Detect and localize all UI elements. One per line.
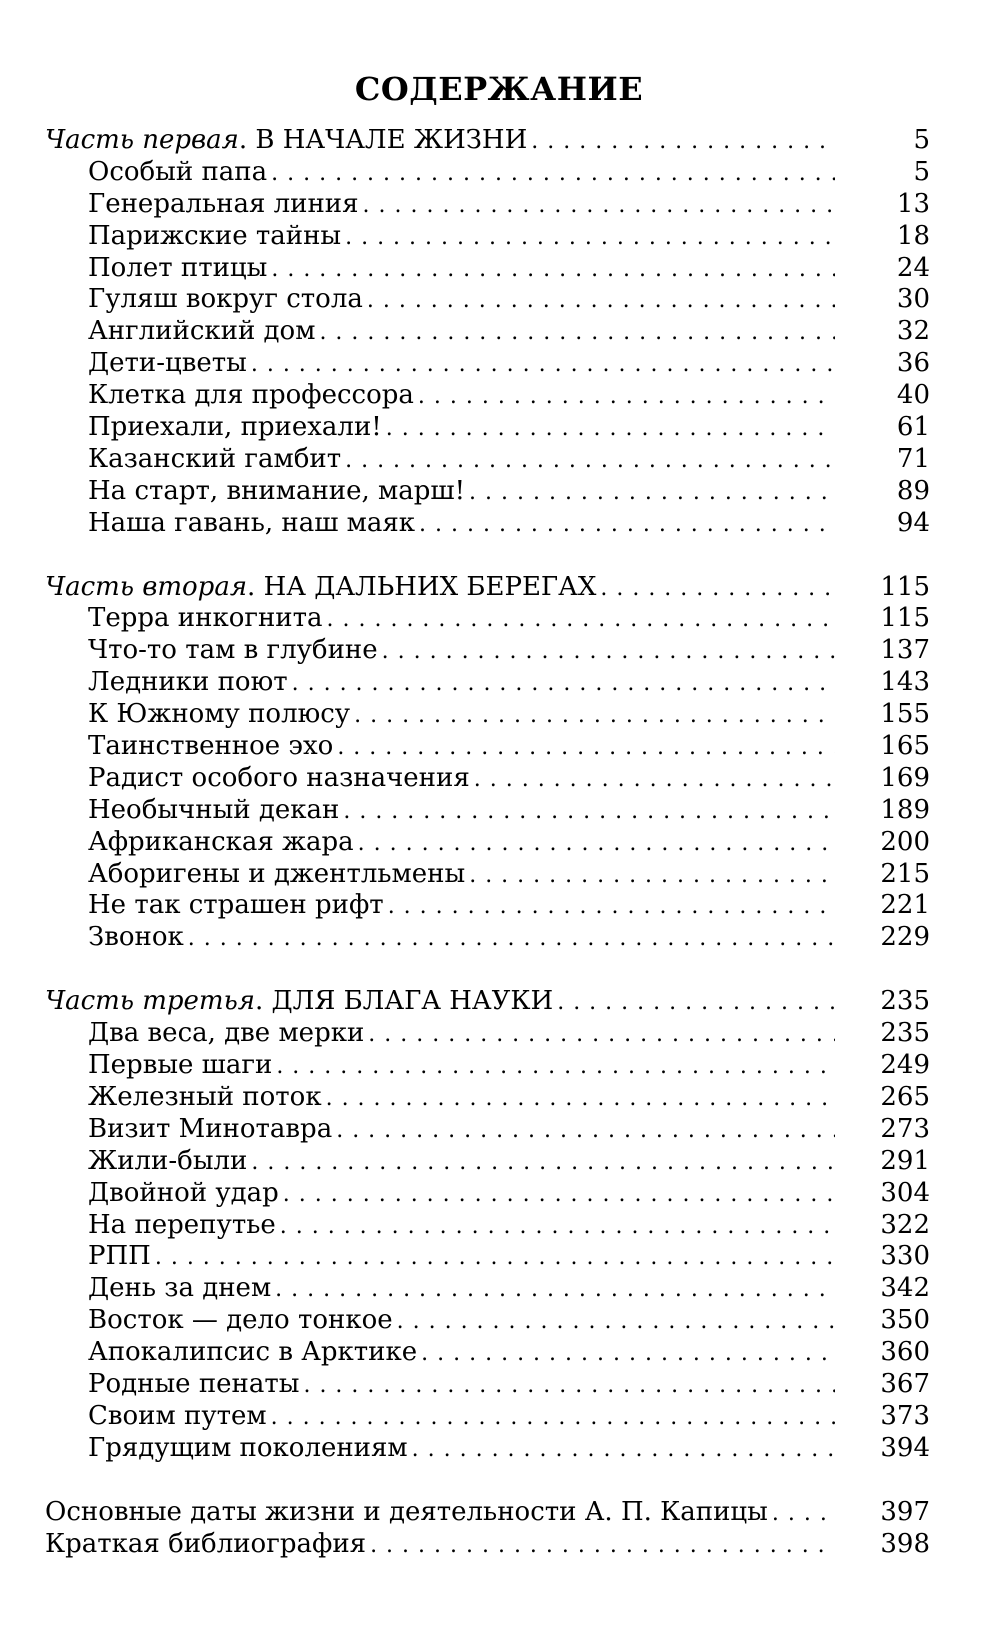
toc-entry-title (88, 476, 469, 508)
toc-entry-title (88, 189, 363, 221)
toc-entry-row (45, 1497, 835, 1529)
dot-leader (336, 1114, 835, 1146)
chapter-title: Жили-были (88, 1145, 248, 1176)
chapter-title: К Южному полюсу (88, 699, 351, 730)
toc-entry-row (88, 1050, 835, 1082)
chapter-title: Родные пенаты (88, 1368, 300, 1399)
toc-page-number: 360 (880, 1337, 930, 1368)
toc-entry-row (88, 1401, 835, 1433)
toc-page-number: 330 (880, 1241, 930, 1272)
toc-entry-title (88, 412, 386, 444)
dot-leader (412, 1433, 835, 1465)
dot-leader (474, 763, 835, 795)
toc-page-number: 143 (880, 667, 930, 698)
toc-page-number: 304 (880, 1177, 930, 1208)
toc-appendix-section (45, 1497, 930, 1561)
part-label: Часть вторая (45, 571, 248, 602)
toc-entry-row (45, 125, 835, 157)
toc-entry-title (45, 986, 557, 1018)
toc-part-entry (45, 572, 930, 604)
toc-entry-row (88, 189, 835, 221)
dot-leader (388, 890, 835, 922)
toc-chapter-entry (45, 476, 930, 508)
toc-appendix-entry (45, 1497, 930, 1529)
toc-entry-title (88, 348, 251, 380)
dot-leader (292, 667, 835, 699)
toc-page-number: 61 (896, 412, 930, 443)
toc-entry-row (88, 444, 835, 476)
dot-leader (276, 1050, 835, 1082)
toc-entry-title (88, 444, 345, 476)
toc-page-number: 342 (880, 1273, 930, 1304)
toc-entry-title (88, 253, 271, 285)
chapter-title: Железный поток (88, 1081, 322, 1112)
toc-chapter-entry (45, 284, 930, 316)
toc-chapter-entry (45, 1369, 930, 1401)
toc-page-number: 221 (880, 890, 930, 921)
chapter-title: Гуляш вокруг стола (88, 284, 363, 315)
dot-leader (367, 284, 835, 316)
toc-entry-title (88, 380, 418, 412)
toc-entry-title (88, 1401, 271, 1433)
toc-entry-row (88, 157, 835, 189)
toc-entry-title (88, 1210, 280, 1242)
toc-chapter-entry (45, 1273, 930, 1305)
dot-leader (271, 157, 835, 189)
chapter-title: Полет птицы (88, 252, 268, 283)
chapter-title: Восток — дело тонкое (88, 1305, 393, 1336)
toc-chapter-entry (45, 444, 930, 476)
toc-chapter-entry (45, 348, 930, 380)
toc-chapter-entry (45, 922, 930, 954)
toc-entry-row (88, 221, 835, 253)
toc-entry-row (88, 380, 835, 412)
dot-leader (354, 699, 835, 731)
dot-leader (469, 859, 835, 891)
toc-entry-title (45, 1529, 370, 1561)
toc-page-number: 155 (880, 699, 930, 730)
toc-page-number: 18 (896, 220, 930, 251)
toc-chapter-entry (45, 1433, 930, 1465)
toc-part-section (45, 125, 930, 540)
toc-entry-row (88, 763, 835, 795)
toc-page-number: 36 (896, 348, 930, 379)
toc-chapter-entry (45, 635, 930, 667)
part-title: . НА ДАЛЬНИХ БЕРЕГАХ (247, 571, 597, 602)
toc-entry-title (88, 635, 382, 667)
dot-leader (155, 1241, 835, 1273)
dot-leader (363, 189, 835, 221)
toc-part-section (45, 572, 930, 955)
toc-entry-row (88, 253, 835, 285)
toc-page-number: 373 (880, 1400, 930, 1431)
dot-leader (303, 1369, 835, 1401)
toc-page-number: 397 (880, 1496, 930, 1527)
toc-entry-row (88, 284, 835, 316)
dot-leader (386, 412, 835, 444)
toc-entry-title (88, 1369, 303, 1401)
toc-chapter-entry (45, 508, 930, 540)
toc-entry-title (88, 1433, 412, 1465)
toc-entry-title (88, 1305, 397, 1337)
toc-page-number: 71 (896, 443, 930, 474)
toc-entry-title (88, 1114, 336, 1146)
toc-part-entry (45, 125, 930, 157)
toc-entry-title (88, 1241, 155, 1273)
toc-entry-row (88, 731, 835, 763)
dot-leader (469, 476, 835, 508)
toc-chapter-entry (45, 731, 930, 763)
toc-entry-title (88, 890, 388, 922)
toc-entry-title (88, 827, 358, 859)
toc-chapter-entry (45, 667, 930, 699)
toc-page-number: 265 (880, 1081, 930, 1112)
toc-entry-title (88, 157, 271, 189)
toc-page-number: 200 (880, 826, 930, 857)
chapter-title: РПП (88, 1241, 151, 1272)
toc-page-number: 322 (880, 1209, 930, 1240)
toc-entry-title (88, 1018, 368, 1050)
toc-entry-row (88, 1273, 835, 1305)
toc-chapter-entry (45, 1401, 930, 1433)
toc-page-number: 235 (880, 1018, 930, 1049)
dot-leader (418, 380, 835, 412)
toc-chapter-entry (45, 316, 930, 348)
chapter-title: Таинственное эхо (88, 731, 334, 762)
toc-chapter-entry (45, 859, 930, 891)
appendix-title: Краткая библиография (45, 1528, 367, 1559)
part-title: . ДЛЯ БЛАГА НАУКИ (254, 986, 554, 1017)
chapter-title: Африканская жара (88, 826, 354, 857)
toc-page-number: 32 (896, 316, 930, 347)
chapter-title: На перепутье (88, 1209, 276, 1240)
toc-entry-row (88, 1305, 835, 1337)
toc-chapter-entry (45, 603, 930, 635)
chapter-title: Наша гавань, наш маяк (88, 507, 416, 538)
toc-page-number: 189 (880, 794, 930, 825)
toc-chapter-entry (45, 253, 930, 285)
toc-page-number: 30 (896, 284, 930, 315)
chapter-title: Парижские тайны (88, 220, 342, 251)
dot-leader (382, 635, 835, 667)
toc-entry-title (88, 221, 345, 253)
toc-entry-title (88, 1273, 275, 1305)
toc-page-number: 229 (880, 922, 930, 953)
toc-page-number: 273 (880, 1113, 930, 1144)
chapter-title: Ледники поют (88, 667, 288, 698)
dot-leader (600, 572, 835, 604)
toc-page-number: 215 (880, 858, 930, 889)
toc-appendix-entry (45, 1529, 930, 1561)
chapter-title: Дети-цветы (88, 348, 247, 379)
toc-entry-title (88, 603, 327, 635)
toc-part-entry (45, 986, 930, 1018)
chapter-title: Визит Минотавра (88, 1113, 333, 1144)
toc-page-number: 94 (896, 507, 930, 538)
toc-part-section (45, 986, 930, 1464)
toc-entry-row (88, 1241, 835, 1273)
chapter-title: Особый папа (88, 156, 268, 187)
toc-page-number: 13 (896, 188, 930, 219)
toc-entry-row (88, 603, 835, 635)
dot-leader (275, 1273, 835, 1305)
toc-entry-row (88, 922, 835, 954)
toc-entry-title (88, 1178, 283, 1210)
chapter-title: Двойной удар (88, 1177, 279, 1208)
chapter-title: Своим путем (88, 1400, 267, 1431)
toc-chapter-entry (45, 1082, 930, 1114)
toc-page-number: 398 (880, 1528, 930, 1559)
toc-chapter-entry (45, 157, 930, 189)
toc-page-number: 24 (896, 252, 930, 283)
dot-leader (397, 1305, 835, 1337)
chapter-title: Грядущим поколениям (88, 1432, 408, 1463)
toc-page-number: 40 (896, 380, 930, 411)
chapter-title: Казанский гамбит (88, 443, 342, 474)
dot-leader (345, 221, 835, 253)
toc-entry-title (88, 1337, 421, 1369)
dot-leader (251, 1146, 835, 1178)
toc-entry-title (88, 859, 469, 891)
part-label: Часть первая (45, 125, 239, 155)
chapter-title: Радист особого назначения (88, 762, 470, 793)
toc-chapter-entry (45, 1178, 930, 1210)
toc-entry-row (88, 316, 835, 348)
toc-entry-title (88, 699, 354, 731)
toc-entry-title (88, 1050, 276, 1082)
toc-page-number: 137 (880, 635, 930, 666)
toc-entry-row (88, 1369, 835, 1401)
toc-chapter-entry (45, 1210, 930, 1242)
toc-chapter-entry (45, 699, 930, 731)
toc-entry-title (88, 1146, 251, 1178)
toc-page-number: 169 (880, 762, 930, 793)
toc-entry-title (45, 572, 600, 604)
toc-entry-row (88, 476, 835, 508)
toc-entry-row (88, 827, 835, 859)
toc-page-number: 89 (896, 475, 930, 506)
toc-entry-row (88, 412, 835, 444)
toc-chapter-entry (45, 1018, 930, 1050)
dot-leader (421, 1337, 835, 1369)
toc-entry-title (45, 125, 531, 157)
dot-leader (343, 795, 835, 827)
table-of-contents (45, 125, 930, 1560)
toc-page-number: 5 (913, 125, 930, 155)
part-title: . В НАЧАЛЕ ЖИЗНИ (238, 125, 528, 155)
dot-leader (271, 1401, 835, 1433)
dot-leader (368, 1018, 835, 1050)
dot-leader (345, 444, 835, 476)
chapter-title: Первые шаги (88, 1050, 273, 1081)
toc-page-number: 394 (880, 1432, 930, 1463)
toc-entry-title (88, 1082, 326, 1114)
toc-page-number: 165 (880, 731, 930, 762)
toc-chapter-entry (45, 221, 930, 253)
dot-leader (251, 348, 835, 380)
toc-entry-title (45, 1497, 772, 1529)
toc-entry-row (88, 508, 835, 540)
toc-chapter-entry (45, 1146, 930, 1178)
toc-entry-row (88, 1433, 835, 1465)
toc-chapter-entry (45, 827, 930, 859)
toc-entry-row (88, 1082, 835, 1114)
toc-chapter-entry (45, 1050, 930, 1082)
chapter-title: Терра инкогнита (88, 603, 323, 634)
toc-entry-row (45, 572, 835, 604)
chapter-title: Аборигены и джентльмены (88, 858, 466, 889)
chapter-title: На старт, внимание, марш! (88, 475, 466, 506)
toc-entry-title (88, 795, 343, 827)
dot-leader (283, 1178, 835, 1210)
toc-entry-row (88, 859, 835, 891)
dot-leader (370, 1529, 835, 1561)
dot-leader (772, 1497, 835, 1529)
toc-entry-title (88, 284, 367, 316)
toc-chapter-entry (45, 890, 930, 922)
toc-entry-row (88, 1337, 835, 1369)
toc-entry-row (45, 1529, 835, 1561)
toc-entry-row (88, 1018, 835, 1050)
toc-entry-title (88, 316, 319, 348)
toc-entry-row (45, 986, 835, 1018)
toc-chapter-entry (45, 380, 930, 412)
chapter-title: Два веса, две мерки (88, 1018, 365, 1049)
chapter-title: Апокалипсис в Арктике (88, 1337, 418, 1368)
chapter-title: Не так страшен рифт (88, 890, 384, 921)
toc-page-number: 235 (880, 986, 930, 1017)
chapter-title: Клетка для профессора (88, 380, 414, 411)
toc-entry-row (88, 699, 835, 731)
appendix-title: Основные даты жизни и деятельности А. П. Капицы (45, 1496, 768, 1527)
chapter-title: Английский дом (88, 316, 316, 347)
dot-leader (271, 253, 835, 285)
toc-page-number: 115 (880, 603, 930, 634)
toc-chapter-entry (45, 1114, 930, 1146)
toc-chapter-entry (45, 412, 930, 444)
dot-leader (319, 316, 835, 348)
chapter-title: Звонок (88, 922, 184, 953)
dot-leader (327, 603, 835, 635)
toc-entry-title (88, 508, 419, 540)
toc-entry-row (88, 1114, 835, 1146)
toc-entry-title (88, 922, 188, 954)
dot-leader (557, 986, 835, 1018)
dot-leader (326, 1082, 835, 1114)
toc-page-number: 350 (880, 1305, 930, 1336)
toc-entry-row (88, 1178, 835, 1210)
dot-leader (337, 731, 835, 763)
toc-chapter-entry (45, 1337, 930, 1369)
toc-entry-row (88, 1210, 835, 1242)
toc-entry-row (88, 348, 835, 380)
toc-entry-title (88, 763, 474, 795)
toc-chapter-entry (45, 795, 930, 827)
toc-entry-title (88, 731, 337, 763)
toc-chapter-entry (45, 189, 930, 221)
dot-leader (419, 508, 835, 540)
toc-page-number: 249 (880, 1050, 930, 1081)
toc-chapter-entry (45, 1241, 930, 1273)
chapter-title: Что-то там в глубине (88, 635, 378, 666)
toc-entry-row (88, 635, 835, 667)
toc-page-number: 115 (880, 571, 930, 602)
dot-leader (531, 125, 835, 157)
chapter-title: Генеральная линия (88, 188, 359, 219)
chapter-title: Приехали, приехали! (88, 412, 382, 443)
toc-page-number: 291 (880, 1145, 930, 1176)
toc-entry-row (88, 1146, 835, 1178)
toc-entry-row (88, 667, 835, 699)
dot-leader (280, 1210, 835, 1242)
toc-entry-title (88, 667, 292, 699)
toc-page-number: 367 (880, 1368, 930, 1399)
toc-entry-row (88, 795, 835, 827)
toc-page-number: 5 (913, 156, 930, 187)
dot-leader (188, 922, 835, 954)
chapter-title: Необычный декан (88, 794, 340, 825)
part-label: Часть третья (45, 986, 255, 1017)
dot-leader (358, 827, 835, 859)
toc-chapter-entry (45, 1305, 930, 1337)
chapter-title: День за днем (88, 1273, 272, 1304)
toc-chapter-entry (45, 763, 930, 795)
page-title: СОДЕРЖАНИЕ (354, 70, 644, 109)
toc-entry-row (88, 890, 835, 922)
